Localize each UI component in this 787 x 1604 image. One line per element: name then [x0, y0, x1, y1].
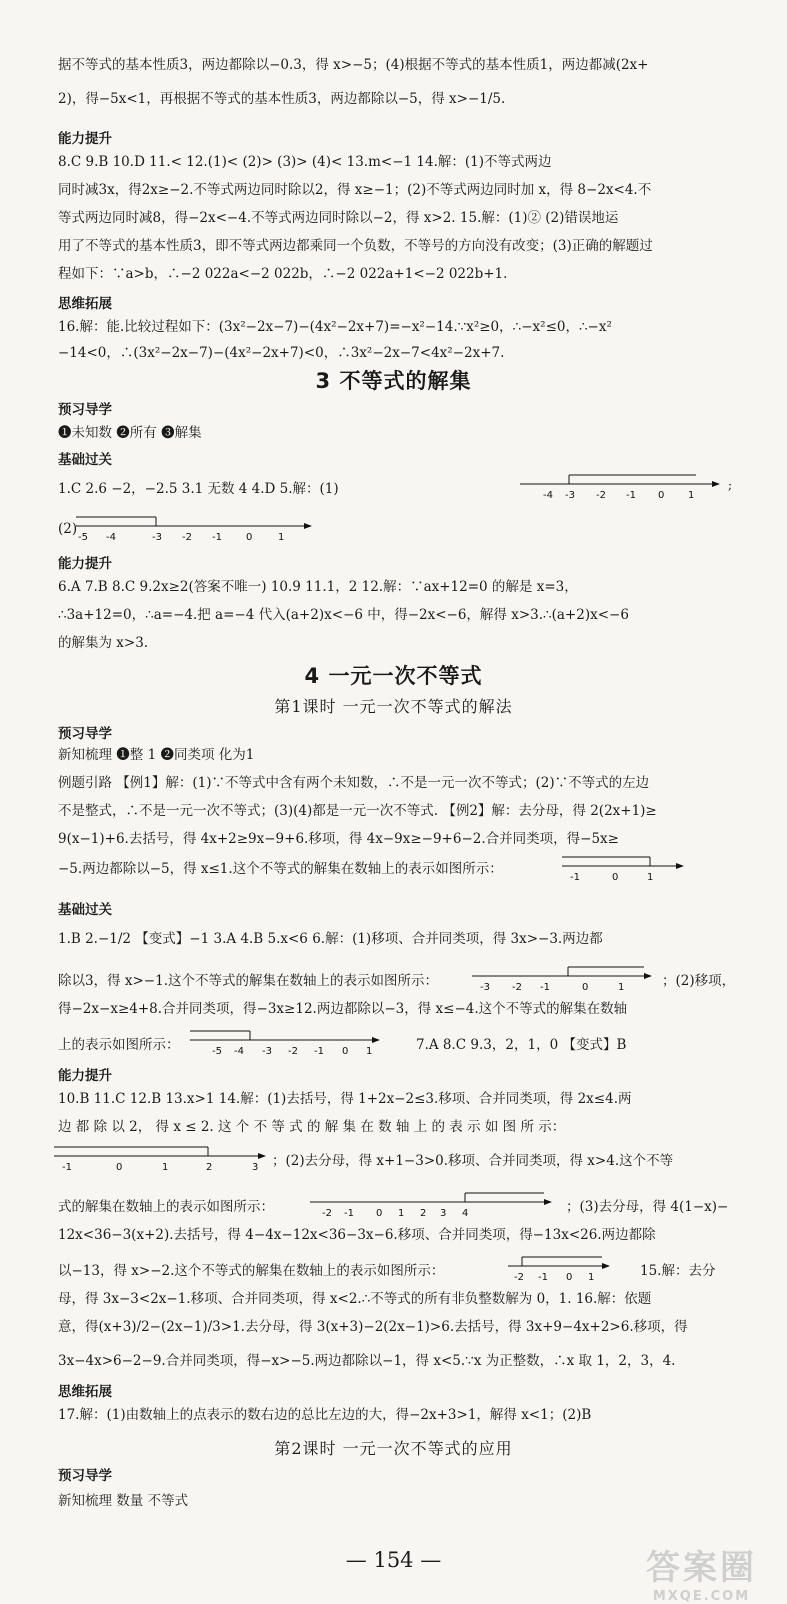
- text-line: (2): [58, 521, 78, 537]
- text-line: 12x<36−3(x+2).去括号，得 4−4x−12x<36−3x−6.移项、合并同类项，得−13x<26.两边都除: [58, 1227, 656, 1243]
- watermark-site: MXQE.COM: [652, 1589, 751, 1604]
- tick-label: -2: [514, 1272, 524, 1283]
- tick-label: 3: [440, 1208, 447, 1219]
- text-line: 9(x−1)+6.去括号，得 4x+2≥9x−9+6.移项，得 4x−9x≥−9+6−2.合并同类项，得−5x≥: [58, 831, 619, 847]
- text-line: ；(2)去分母，得 x+1−3>0.移项、合并同类项，得 x>4.这个不等: [272, 1153, 674, 1169]
- text-line: 边 都 除 以 2， 得 x ≤ 2. 这 个 不 等 式 的 解 集 在 数 轴 上 的 表 示 如 图 所 示：: [58, 1119, 566, 1135]
- section-heading: 4 一元一次不等式: [304, 664, 483, 688]
- tick-label: 4: [462, 1208, 469, 1219]
- tick-label: -1: [540, 982, 550, 993]
- tick-label: 2: [420, 1208, 427, 1219]
- text-line: 程如下：∵a>b，∴−2 022a<−2 022b，∴−2 022a+1<−2 022b+1.: [58, 266, 508, 282]
- section-label: 能力提升: [58, 1068, 112, 1084]
- section-label: 能力提升: [58, 131, 112, 147]
- text-line: −14<0，∴(3x²−2x−7)−(4x²−2x+7)<0，∴3x²−2x−7<4x²−2x+7.: [58, 345, 505, 361]
- text-line: 等式两边同时减8，得−2x<−4.不等式两边同时除以−2，得 x>2. 15.解：(1)② (2)错误地运: [58, 210, 619, 226]
- text-line: 8.C 9.B 10.D 11.< 12.(1)< (2)> (3)> (4)< 13.m<−1 14.解：(1)不等式两边: [58, 154, 552, 170]
- tick-label: -3: [262, 1046, 272, 1057]
- number-line-graph: [54, 1140, 272, 1174]
- tick-label: 1: [398, 1208, 405, 1219]
- text-line: 例题引路 【例1】解：(1)∵不等式中含有两个未知数，∴不是一元一次不等式；(2)∵不等式的左边: [58, 775, 650, 791]
- text-line: 1.C 2.6 −2，−2.5 3.1 无数 4 4.D 5.解：(1): [58, 481, 339, 497]
- tick-label: 0: [582, 982, 589, 993]
- text-line: 意，得(x+3)/2−(2x−1)/3>1.去分母，得 3(x+3)−2(2x−1)>6.去括号，得 3x+9−4x+2>6.移项，得: [58, 1319, 688, 1335]
- section-label: 预习导学: [58, 1468, 112, 1484]
- tick-label: 0: [342, 1046, 349, 1057]
- tick-label: -2: [512, 982, 522, 993]
- number-line-graph: [76, 510, 326, 544]
- text-line: 式的解集在数轴上的表示如图所示：: [58, 1199, 274, 1215]
- text-line: 据不等式的基本性质3，两边都除以−0.3，得 x>−5；(4)根据不等式的基本性质1，两边都减(2x+: [58, 57, 649, 73]
- section-label: 预习导学: [58, 726, 112, 742]
- number-line-graph: [472, 960, 658, 994]
- text-line: 7.A 8.C 9.3，2，1，0 【变式】B: [416, 1037, 627, 1053]
- text-line: 10.B 11.C 12.B 13.x>1 14.解：(1)去括号，得 1+2x−2≤3.移项、合并同类项，得 2x≤4.两: [58, 1091, 632, 1107]
- tick-label: 1: [278, 532, 285, 543]
- tick-label: -1: [538, 1272, 548, 1283]
- tick-label: -3: [565, 490, 575, 501]
- number-line-graph: [508, 1250, 616, 1284]
- number-line-graph: [190, 1024, 390, 1058]
- text-line: 新知梳理 数量 不等式: [58, 1493, 189, 1509]
- tick-label: 1: [588, 1272, 595, 1283]
- tick-label: -1: [344, 1208, 354, 1219]
- text-line: ∴3a+12=0，∴a=−4.把 a=−4 代入(a+2)x<−6 中，得−2x<−6，解得 x>3.∴(a+2)x<−6: [58, 607, 629, 623]
- svg-text:;: ;: [728, 478, 733, 492]
- text-line: 新知梳理 ❶整 1 ❷同类项 化为1: [58, 747, 255, 763]
- text-line: 的解集为 x>3.: [58, 635, 149, 651]
- watermark-logo-text: 答案圈: [646, 1548, 757, 1588]
- text-line: ❶未知数 ❷所有 ❸解集: [58, 425, 202, 441]
- text-line: 16.解：能.比较过程如下：(3x²−2x−7)−(4x²−2x+7)=−x²−14.∵x²≥0，∴−x²≤0，∴−x²: [58, 319, 612, 335]
- tick-label: 0: [658, 490, 665, 501]
- text-line: 3x−4x>6−2−9.合并同类项，得−x>−5.两边都除以−1，得 x<5.∵x 为正整数，∴x 取 1，2，3，4.: [58, 1353, 676, 1369]
- text-line: 以−13，得 x>−2.这个不等式的解集在数轴上的表示如图所示：: [58, 1263, 445, 1279]
- page-number: — 154 —: [345, 1548, 442, 1572]
- tick-label: -1: [626, 490, 636, 501]
- tick-label: -4: [106, 532, 116, 543]
- tick-label: -1: [314, 1046, 324, 1057]
- tick-label: 3: [252, 1162, 259, 1173]
- text-line: 不是整式，∴不是一元一次不等式；(3)(4)都是一元一次不等式. 【例2】解：去分母，得 2(2x+1)≥: [58, 803, 657, 819]
- tick-label: -4: [234, 1046, 244, 1057]
- text-line: 17.解：(1)由数轴上的点表示的数右边的总比左边的大，得−2x+3>1，解得 x<1；(2)B: [58, 1407, 592, 1423]
- section-heading: 3 不等式的解集: [315, 369, 472, 393]
- section-label: 思维拓展: [58, 296, 112, 312]
- tick-label: -1: [212, 532, 222, 543]
- text-line: 上的表示如图所示：: [58, 1037, 180, 1053]
- lesson-heading: 第2课时 一元一次不等式的应用: [274, 1439, 513, 1458]
- tick-label: 1: [162, 1162, 169, 1173]
- tick-label: -5: [78, 532, 88, 543]
- tick-label: 0: [116, 1162, 123, 1173]
- tick-label: -4: [543, 490, 553, 501]
- tick-label: 1: [647, 872, 654, 883]
- text-line: 15.解：去分: [640, 1263, 716, 1279]
- tick-label: -2: [596, 490, 606, 501]
- section-label: 预习导学: [58, 402, 112, 418]
- text-line: 2)，得−5x<1，再根据不等式的基本性质3，两边都除以−5，得 x>−1/5.: [58, 91, 506, 107]
- text-line: 母，得 3x−3<2x−1.移项、合并同类项，得 x<2.∴不等式的所有非负整数解为 0，1. 16.解：依题: [58, 1291, 652, 1307]
- tick-label: -3: [152, 532, 162, 543]
- tick-label: 0: [246, 532, 253, 543]
- tick-label: 1: [618, 982, 625, 993]
- section-label: 基础过关: [58, 902, 112, 918]
- watermark-logo: [646, 1540, 757, 1604]
- tick-label: -3: [480, 982, 490, 993]
- section-label: 思维拓展: [58, 1384, 112, 1400]
- text-line: 6.A 7.B 8.C 9.2x≥2(答案不唯一) 10.9 11.1，2 12.解：∵ax+12=0 的解是 x=3，: [58, 579, 578, 595]
- text-line: −5.两边都除以−5，得 x≤1.这个不等式的解集在数轴上的表示如图所示：: [58, 861, 503, 877]
- text-line: ；(3)去分母，得 4(1−x)−: [566, 1199, 729, 1215]
- tick-label: 1: [688, 490, 695, 501]
- lesson-heading: 第1课时 一元一次不等式的解法: [274, 697, 513, 716]
- number-line-graph: [562, 850, 692, 884]
- text-line: ；(2)移项，: [662, 973, 736, 989]
- text-line: 用了不等式的基本性质3，即不等式两边都乘同一个负数，不等号的方向没有改变；(3)正确的解题过: [58, 238, 653, 254]
- tick-label: 0: [612, 872, 619, 883]
- tick-label: -2: [288, 1046, 298, 1057]
- text-line: 得−2x−x≥4+8.合并同类项，得−3x≥12.两边都除以−3，得 x≤−4.这个不等式的解集在数轴: [58, 1001, 628, 1017]
- tick-label: 0: [376, 1208, 383, 1219]
- tick-label: 2: [206, 1162, 213, 1173]
- tick-label: 1: [366, 1046, 373, 1057]
- tick-label: -1: [570, 872, 580, 883]
- tick-label: -2: [322, 1208, 332, 1219]
- tick-label: 0: [566, 1272, 573, 1283]
- number-line-graph: [520, 474, 745, 508]
- tick-label: -5: [212, 1046, 222, 1057]
- text-line: 除以3，得 x>−1.这个不等式的解集在数轴上的表示如图所示：: [58, 973, 438, 989]
- tick-label: -1: [62, 1162, 72, 1173]
- tick-label: -2: [182, 532, 192, 543]
- section-label: 基础过关: [58, 452, 112, 468]
- text-line: 1.B 2.−1/2 【变式】−1 3.A 4.B 5.x<6 6.解：(1)移项、合并同类项，得 3x>−3.两边都: [58, 931, 603, 947]
- section-label: 能力提升: [58, 556, 112, 572]
- text-line: 同时减3x，得2x≥−2.不等式两边同时除以2，得 x≥−1；(2)不等式两边同时加 x，得 8−2x<4.不: [58, 182, 652, 198]
- number-line-graph: [310, 1186, 562, 1220]
